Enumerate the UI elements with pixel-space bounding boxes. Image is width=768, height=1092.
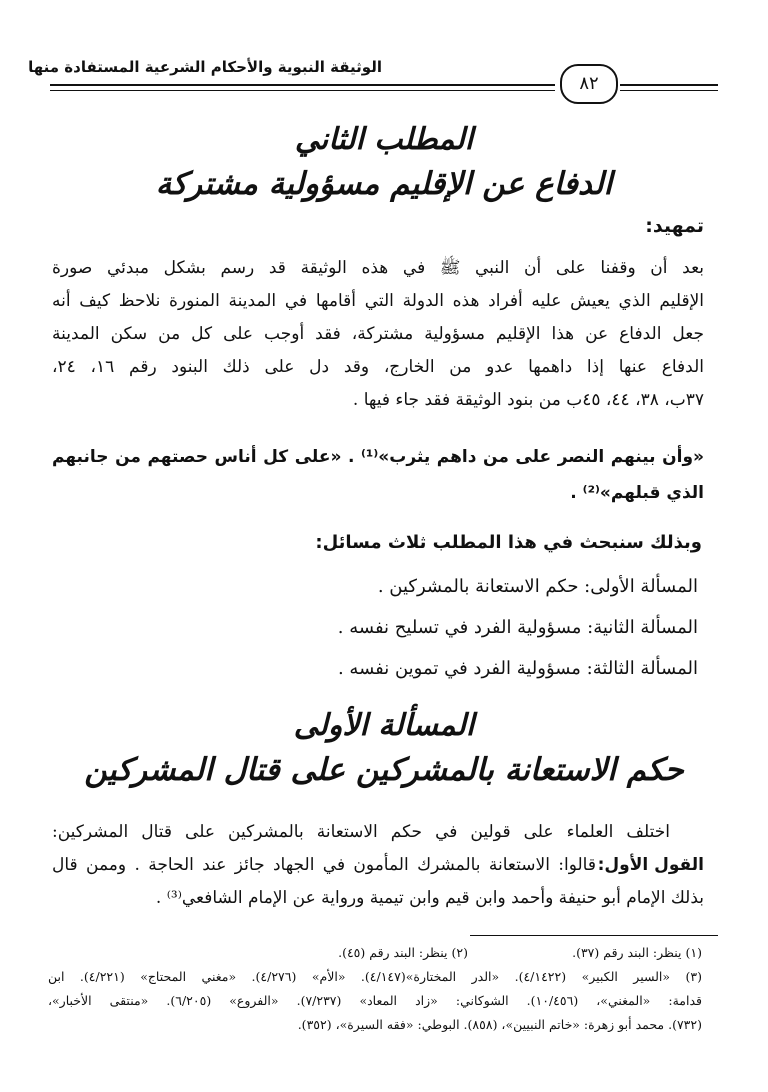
issue-item: المسألة الأولى: حكم الاستعانة بالمشركين . bbox=[377, 576, 698, 597]
paragraph-line: بذلك الإمام أبو حنيفة وأحمد وابن قيم وابن تيمية ورواية عن الإمام الشافعي⁽³⁾ . bbox=[155, 888, 704, 908]
header-rule bbox=[50, 90, 555, 91]
paragraph-line: جعل الدفاع عن هذا الإقليم مسؤولية مشتركة، فقد أوجب على كل من سكن المدينة bbox=[52, 324, 704, 344]
quotation-line: الذي قبلهم»⁽²⁾ . bbox=[570, 483, 704, 503]
qawl-label: القول الأول: bbox=[597, 855, 704, 875]
issue-heading: المسألة الأولى bbox=[293, 708, 475, 743]
header-rule bbox=[50, 84, 555, 86]
footnote: (٧٣٢). محمد أبو زهرة: «خاتم النبيين»، (٨٥٨). البوطي: «فقه السيرة»، (٣٥٢). bbox=[297, 1017, 702, 1032]
footnote: (٣) «السير الكبير» (٤/١٤٢٢). «الدر المختارة»(٤/١٤٧). «الأم» (٤/٢٧٦). «مغني المحتاج» (٤/٢٢١). ابن bbox=[48, 969, 703, 984]
paragraph-line: قالوا: الاستعانة بالمشرك المأمون في الجهاد جائز عند الحاجة . وممن قال bbox=[52, 855, 596, 875]
running-title: الوثيقة النبوية والأحكام الشرعية المستفادة منها bbox=[28, 58, 382, 76]
issue-item: المسألة الثانية: مسؤولية الفرد في تسليح نفسه . bbox=[337, 617, 698, 638]
header-rule bbox=[620, 90, 718, 91]
issue-title: حكم الاستعانة بالمشركين على قتال المشركين bbox=[84, 752, 684, 788]
quotation-line: «وأن بينهم النصر على من داهم يثرب»⁽¹⁾ . «على كل أناس حصتهم من جانبهم bbox=[52, 447, 704, 467]
section-title: الدفاع عن الإقليم مسؤولية مشتركة bbox=[155, 166, 613, 202]
intro-label: تمهيد: bbox=[645, 215, 704, 237]
page-number: ٨٢ bbox=[560, 64, 618, 104]
paragraph-line: الدفاع عنها إذا داهمها عدو من الخارج، وقد دل على ذلك البنود رقم ١٦، ٢٤، bbox=[52, 357, 704, 377]
paragraph-line: اختلف العلماء على قولين في حكم الاستعانة بالمشركين على قتال المشركين: bbox=[52, 822, 670, 842]
footnote-rule bbox=[470, 935, 718, 936]
footnote: (٢) ينظر: البند رقم (٤٥). bbox=[338, 945, 468, 960]
paragraph-line: ٣٧ب، ٣٨، ٤٤، ٤٥ب من بنود الوثيقة فقد جاء فيها . bbox=[352, 390, 704, 410]
issue-item: المسألة الثالثة: مسؤولية الفرد في تموين نفسه . bbox=[337, 658, 698, 679]
paragraph-line: الإقليم الذي يعيش عليه أفراد هذه الدولة التي أقامها في المدينة المنورة نلاحظ كيف أنه bbox=[52, 291, 704, 311]
paragraph-line: بعد أن وقفنا على أن النبي ﷺ في هذه الوثيقة قد رسم بشكل مبدئي صورة bbox=[52, 258, 704, 278]
header-rule bbox=[620, 84, 718, 86]
footnote: قدامة: «المغني»، (١٠/٤٥٦). الشوكاني: «زاد المعاد» (٧/٢٣٧). «الفروع» (٦/٢٠٥). «منتقى الأخبار»، bbox=[48, 993, 702, 1008]
footnote: (١) ينظر: البند رقم (٣٧). bbox=[572, 945, 702, 960]
issues-label: وبذلك سنبحث في هذا المطلب ثلاث مسائل: bbox=[315, 532, 702, 553]
section-heading: المطلب الثاني bbox=[294, 122, 474, 157]
